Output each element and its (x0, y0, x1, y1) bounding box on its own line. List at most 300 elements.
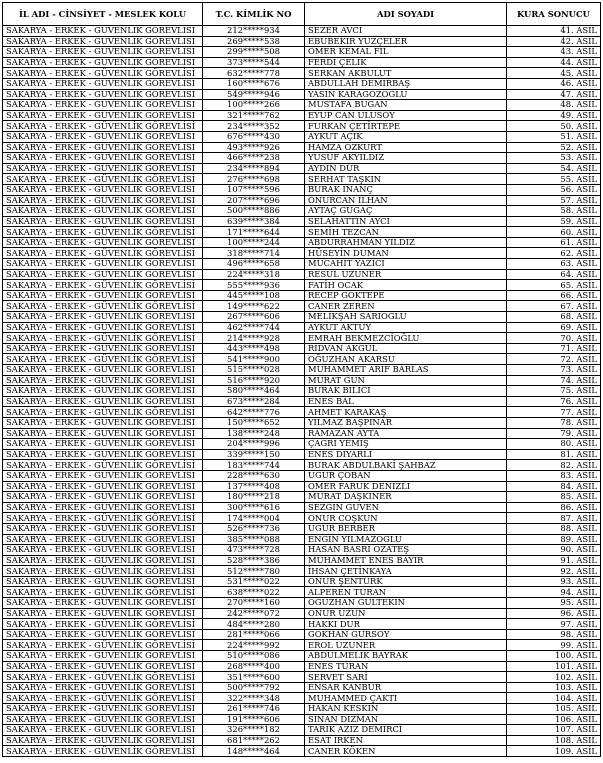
cell-bolge: SAKARYA - ERKEK - GÜVENLİK GÖREVLİSİ (3, 343, 203, 354)
table-row (3, 269, 601, 280)
table-row (3, 312, 601, 323)
table-row (3, 481, 601, 492)
cell-tc-kimlik: 242*****072 (203, 608, 305, 619)
cell-tc-kimlik: 228*****630 (203, 470, 305, 481)
cell-kura-sonucu: 53. ASİL (507, 153, 601, 164)
cell-bolge: SAKARYA - ERKEK - GÜVENLİK GÖREVLİSİ (3, 470, 203, 481)
cell-tc-kimlik: 500*****886 (203, 206, 305, 217)
cell-kura-sonucu: 46. ASİL (507, 78, 601, 89)
cell-kura-sonucu: 60. ASİL (507, 227, 601, 238)
cell-adi-soyadi: ENES TURAN (305, 661, 507, 672)
cell-adi-soyadi: SERVET SARİ (305, 672, 507, 683)
cell-adi-soyadi: SERHAT TAŞKIN (305, 174, 507, 185)
cell-bolge: SAKARYA - ERKEK - GÜVENLİK GÖREVLİSİ (3, 481, 203, 492)
cell-kura-sonucu: 103. ASİL (507, 682, 601, 693)
table-row (3, 89, 601, 100)
cell-kura-sonucu: 90. ASİL (507, 545, 601, 556)
table-row (3, 174, 601, 185)
cell-bolge: SAKARYA - ERKEK - GÜVENLİK GÖREVLİSİ (3, 629, 203, 640)
cell-adi-soyadi: RAMAZAN AYTA (305, 428, 507, 439)
cell-bolge: SAKARYA - ERKEK - GÜVENLİK GÖREVLİSİ (3, 301, 203, 312)
cell-adi-soyadi: FURKAN ÇETİRTEPE (305, 121, 507, 132)
cell-adi-soyadi: SERKAN AKBULUT (305, 68, 507, 79)
table-row (3, 163, 601, 174)
cell-tc-kimlik: 318*****714 (203, 248, 305, 259)
cell-bolge: SAKARYA - ERKEK - GÜVENLİK GÖREVLİSİ (3, 428, 203, 439)
cell-tc-kimlik: 299*****508 (203, 47, 305, 58)
cell-bolge: SAKARYA - ERKEK - GÜVENLİK GÖREVLİSİ (3, 26, 203, 37)
table-row (3, 248, 601, 259)
cell-tc-kimlik: 207*****696 (203, 195, 305, 206)
cell-kura-sonucu: 56. ASİL (507, 184, 601, 195)
cell-adi-soyadi: ENSAR KANBUR (305, 682, 507, 693)
cell-tc-kimlik: 484*****280 (203, 619, 305, 630)
cell-bolge: SAKARYA - ERKEK - GÜVENLİK GÖREVLİSİ (3, 365, 203, 376)
table-row (3, 651, 601, 662)
table-row (3, 259, 601, 270)
cell-tc-kimlik: 261*****746 (203, 704, 305, 715)
cell-kura-sonucu: 94. ASİL (507, 587, 601, 598)
cell-kura-sonucu: 50. ASİL (507, 121, 601, 132)
cell-kura-sonucu: 57. ASİL (507, 195, 601, 206)
cell-kura-sonucu: 79. ASİL (507, 428, 601, 439)
cell-bolge: SAKARYA - ERKEK - GÜVENLİK GÖREVLİSİ (3, 396, 203, 407)
table-body (3, 26, 601, 757)
cell-kura-sonucu: 76. ASİL (507, 396, 601, 407)
cell-adi-soyadi: FATİH OCAK (305, 280, 507, 291)
cell-bolge: SAKARYA - ERKEK - GÜVENLİK GÖREVLİSİ (3, 227, 203, 238)
table-row (3, 619, 601, 630)
cell-adi-soyadi: SELAHATTİN AYCI (305, 216, 507, 227)
cell-bolge: SAKARYA - ERKEK - GÜVENLİK GÖREVLİSİ (3, 142, 203, 153)
table-row (3, 735, 601, 746)
cell-adi-soyadi: ONURCAN İLHAN (305, 195, 507, 206)
cell-kura-sonucu: 71. ASİL (507, 343, 601, 354)
cell-kura-sonucu: 41. ASİL (507, 26, 601, 37)
cell-tc-kimlik: 214*****928 (203, 333, 305, 344)
cell-bolge: SAKARYA - ERKEK - GÜVENLİK GÖREVLİSİ (3, 576, 203, 587)
cell-adi-soyadi: TARIK AZİZ DEMİRCİ (305, 725, 507, 736)
cell-adi-soyadi: ONUR COŞKUN (305, 513, 507, 524)
cell-tc-kimlik: 385*****088 (203, 534, 305, 545)
cell-bolge: SAKARYA - ERKEK - GÜVENLİK GÖREVLİSİ (3, 460, 203, 471)
cell-kura-sonucu: 95. ASİL (507, 598, 601, 609)
cell-tc-kimlik: 473*****728 (203, 545, 305, 556)
table-row (3, 26, 601, 37)
table-row (3, 333, 601, 344)
cell-adi-soyadi: UĞUR BERBER (305, 523, 507, 534)
cell-adi-soyadi: ENES BAL (305, 396, 507, 407)
cell-kura-sonucu: 107. ASİL (507, 725, 601, 736)
header-tc-kimlik: T.C. KİMLİK NO (203, 3, 305, 26)
table-header (3, 3, 601, 26)
cell-adi-soyadi: BURAK ABDULBAKİ ŞAHBAZ (305, 460, 507, 471)
cell-kura-sonucu: 97. ASİL (507, 619, 601, 630)
table-row (3, 322, 601, 333)
cell-bolge: SAKARYA - ERKEK - GÜVENLİK GÖREVLİSİ (3, 110, 203, 121)
cell-tc-kimlik: 270*****160 (203, 598, 305, 609)
cell-adi-soyadi: ABDÜLMELİK BAYRAK (305, 651, 507, 662)
cell-bolge: SAKARYA - ERKEK - GÜVENLİK GÖREVLİSİ (3, 312, 203, 323)
cell-kura-sonucu: 106. ASİL (507, 714, 601, 725)
cell-kura-sonucu: 88. ASİL (507, 523, 601, 534)
table-row (3, 513, 601, 524)
cell-kura-sonucu: 99. ASİL (507, 640, 601, 651)
cell-kura-sonucu: 104. ASİL (507, 693, 601, 704)
cell-tc-kimlik: 183*****744 (203, 460, 305, 471)
cell-bolge: SAKARYA - ERKEK - GÜVENLİK GÖREVLİSİ (3, 502, 203, 513)
cell-kura-sonucu: 109. ASİL (507, 746, 601, 757)
cell-tc-kimlik: 148*****464 (203, 746, 305, 757)
cell-tc-kimlik: 528*****386 (203, 555, 305, 566)
cell-bolge: SAKARYA - ERKEK - GÜVENLİK GÖREVLİSİ (3, 121, 203, 132)
cell-tc-kimlik: 351*****600 (203, 672, 305, 683)
cell-kura-sonucu: 59. ASİL (507, 216, 601, 227)
cell-kura-sonucu: 87. ASİL (507, 513, 601, 524)
table-row (3, 640, 601, 651)
cell-tc-kimlik: 171*****644 (203, 227, 305, 238)
cell-tc-kimlik: 549*****946 (203, 89, 305, 100)
table-row (3, 704, 601, 715)
cell-bolge: SAKARYA - ERKEK - GÜVENLİK GÖREVLİSİ (3, 492, 203, 503)
cell-bolge: SAKARYA - ERKEK - GÜVENLİK GÖREVLİSİ (3, 545, 203, 556)
cell-adi-soyadi: CANER ZEREN (305, 301, 507, 312)
cell-adi-soyadi: OĞUZHAN AKARSU (305, 354, 507, 365)
cell-bolge: SAKARYA - ERKEK - GÜVENLİK GÖREVLİSİ (3, 661, 203, 672)
cell-bolge: SAKARYA - ERKEK - GÜVENLİK GÖREVLİSİ (3, 449, 203, 460)
table-row (3, 290, 601, 301)
cell-adi-soyadi: HASAN BASRİ ÖZATEŞ (305, 545, 507, 556)
cell-bolge: SAKARYA - ERKEK - GÜVENLİK GÖREVLİSİ (3, 248, 203, 259)
cell-kura-sonucu: 67. ASİL (507, 301, 601, 312)
cell-tc-kimlik: 100*****244 (203, 237, 305, 248)
cell-adi-soyadi: ABDURRAHMAN YILDIZ (305, 237, 507, 248)
cell-kura-sonucu: 43. ASİL (507, 47, 601, 58)
cell-tc-kimlik: 191*****606 (203, 714, 305, 725)
cell-tc-kimlik: 276*****698 (203, 174, 305, 185)
table-row (3, 142, 601, 153)
cell-tc-kimlik: 373*****544 (203, 57, 305, 68)
cell-bolge: SAKARYA - ERKEK - GÜVENLİK GÖREVLİSİ (3, 184, 203, 195)
cell-kura-sonucu: 80. ASİL (507, 439, 601, 450)
cell-tc-kimlik: 531*****022 (203, 576, 305, 587)
cell-bolge: SAKARYA - ERKEK - GÜVENLİK GÖREVLİSİ (3, 534, 203, 545)
cell-bolge: SAKARYA - ERKEK - GÜVENLİK GÖREVLİSİ (3, 714, 203, 725)
header-kura-sonucu: KURA SONUCU (507, 3, 601, 26)
cell-bolge: SAKARYA - ERKEK - GÜVENLİK GÖREVLİSİ (3, 163, 203, 174)
cell-tc-kimlik: 107*****596 (203, 184, 305, 195)
cell-bolge: SAKARYA - ERKEK - GÜVENLİK GÖREVLİSİ (3, 269, 203, 280)
cell-bolge: SAKARYA - ERKEK - GÜVENLİK GÖREVLİSİ (3, 417, 203, 428)
cell-adi-soyadi: MÜCAHİT YAZICI (305, 259, 507, 270)
cell-adi-soyadi: SEZER AVCI (305, 26, 507, 37)
cell-bolge: SAKARYA - ERKEK - GÜVENLİK GÖREVLİSİ (3, 640, 203, 651)
cell-kura-sonucu: 86. ASİL (507, 502, 601, 513)
cell-tc-kimlik: 224*****318 (203, 269, 305, 280)
cell-tc-kimlik: 160*****676 (203, 78, 305, 89)
cell-adi-soyadi: GÖKHAN GÜRSOY (305, 629, 507, 640)
cell-tc-kimlik: 100*****266 (203, 100, 305, 111)
table-row (3, 121, 601, 132)
cell-adi-soyadi: ÖMER FARUK DENİZLİ (305, 481, 507, 492)
header-row (3, 3, 601, 26)
cell-kura-sonucu: 61. ASİL (507, 237, 601, 248)
cell-kura-sonucu: 77. ASİL (507, 407, 601, 418)
cell-bolge: SAKARYA - ERKEK - GÜVENLİK GÖREVLİSİ (3, 78, 203, 89)
cell-tc-kimlik: 673*****284 (203, 396, 305, 407)
table-row (3, 375, 601, 386)
cell-kura-sonucu: 74. ASİL (507, 375, 601, 386)
cell-adi-soyadi: YILMAZ BAŞPINAR (305, 417, 507, 428)
cell-bolge: SAKARYA - ERKEK - GÜVENLİK GÖREVLİSİ (3, 555, 203, 566)
cell-bolge: SAKARYA - ERKEK - GÜVENLİK GÖREVLİSİ (3, 704, 203, 715)
cell-tc-kimlik: 300*****616 (203, 502, 305, 513)
table-row (3, 682, 601, 693)
cell-adi-soyadi: ÖMER KEMAL FİL (305, 47, 507, 58)
table-row (3, 227, 601, 238)
cell-adi-soyadi: UĞUR ÇOBAN (305, 470, 507, 481)
header-adi-soyadi: ADI SOYADI (305, 3, 507, 26)
cell-tc-kimlik: 268*****400 (203, 661, 305, 672)
table-row (3, 184, 601, 195)
cell-tc-kimlik: 512*****780 (203, 566, 305, 577)
cell-tc-kimlik: 180*****218 (203, 492, 305, 503)
cell-bolge: SAKARYA - ERKEK - GÜVENLİK GÖREVLİSİ (3, 725, 203, 736)
cell-tc-kimlik: 321*****762 (203, 110, 305, 121)
cell-bolge: SAKARYA - ERKEK - GÜVENLİK GÖREVLİSİ (3, 206, 203, 217)
cell-kura-sonucu: 63. ASİL (507, 259, 601, 270)
table-row (3, 576, 601, 587)
cell-adi-soyadi: AHMET KARAKAŞ (305, 407, 507, 418)
cell-kura-sonucu: 100. ASİL (507, 651, 601, 662)
cell-tc-kimlik: 445*****108 (203, 290, 305, 301)
cell-bolge: SAKARYA - ERKEK - GÜVENLİK GÖREVLİSİ (3, 354, 203, 365)
cell-kura-sonucu: 73. ASİL (507, 365, 601, 376)
cell-bolge: SAKARYA - ERKEK - GÜVENLİK GÖREVLİSİ (3, 513, 203, 524)
cell-kura-sonucu: 45. ASİL (507, 68, 601, 79)
cell-tc-kimlik: 150*****652 (203, 417, 305, 428)
cell-kura-sonucu: 75. ASİL (507, 386, 601, 397)
cell-kura-sonucu: 72. ASİL (507, 354, 601, 365)
cell-tc-kimlik: 281*****066 (203, 629, 305, 640)
cell-adi-soyadi: OĞUZHAN GÜLTEKİN (305, 598, 507, 609)
cell-adi-soyadi: ONUR ŞENTÜRK (305, 576, 507, 587)
cell-adi-soyadi: İHSAN ÇETİNKAYA (305, 566, 507, 577)
cell-bolge: SAKARYA - ERKEK - GÜVENLİK GÖREVLİSİ (3, 216, 203, 227)
cell-tc-kimlik: 541*****900 (203, 354, 305, 365)
cell-kura-sonucu: 55. ASİL (507, 174, 601, 185)
cell-kura-sonucu: 102. ASİL (507, 672, 601, 683)
cell-bolge: SAKARYA - ERKEK - GÜVENLİK GÖREVLİSİ (3, 47, 203, 58)
table-row (3, 598, 601, 609)
cell-kura-sonucu: 92. ASİL (507, 566, 601, 577)
table-row (3, 449, 601, 460)
cell-adi-soyadi: ENES DİYARLI (305, 449, 507, 460)
cell-bolge: SAKARYA - ERKEK - GÜVENLİK GÖREVLİSİ (3, 523, 203, 534)
table-row (3, 714, 601, 725)
cell-adi-soyadi: HAKKI DUR (305, 619, 507, 630)
cell-kura-sonucu: 78. ASİL (507, 417, 601, 428)
table-row (3, 417, 601, 428)
cell-bolge: SAKARYA - ERKEK - GÜVENLİK GÖREVLİSİ (3, 693, 203, 704)
cell-adi-soyadi: ALPEREN TURAN (305, 587, 507, 598)
cell-bolge: SAKARYA - ERKEK - GÜVENLİK GÖREVLİSİ (3, 153, 203, 164)
cell-tc-kimlik: 212*****934 (203, 26, 305, 37)
cell-tc-kimlik: 234*****352 (203, 121, 305, 132)
table-row (3, 280, 601, 291)
cell-adi-soyadi: BURAK İNANÇ (305, 184, 507, 195)
cell-adi-soyadi: ESAT İRKEN (305, 735, 507, 746)
cell-bolge: SAKARYA - ERKEK - GÜVENLİK GÖREVLİSİ (3, 735, 203, 746)
cell-adi-soyadi: EROL UZUNER (305, 640, 507, 651)
cell-kura-sonucu: 93. ASİL (507, 576, 601, 587)
cell-kura-sonucu: 65. ASİL (507, 280, 601, 291)
kura-results-table (2, 2, 601, 757)
cell-kura-sonucu: 83. ASİL (507, 470, 601, 481)
cell-adi-soyadi: YASİN KARAGÖZOĞLU (305, 89, 507, 100)
cell-adi-soyadi: HAKAN KESKİN (305, 704, 507, 715)
table-row (3, 534, 601, 545)
cell-tc-kimlik: 681*****262 (203, 735, 305, 746)
cell-bolge: SAKARYA - ERKEK - GÜVENLİK GÖREVLİSİ (3, 36, 203, 47)
cell-bolge: SAKARYA - ERKEK - GÜVENLİK GÖREVLİSİ (3, 566, 203, 577)
cell-adi-soyadi: MUHAMMED ÇAKTI (305, 693, 507, 704)
cell-adi-soyadi: MURAT GÜN (305, 375, 507, 386)
cell-tc-kimlik: 638*****022 (203, 587, 305, 598)
cell-bolge: SAKARYA - ERKEK - GÜVENLİK GÖREVLİSİ (3, 598, 203, 609)
cell-adi-soyadi: AYKUT AÇIK (305, 131, 507, 142)
cell-tc-kimlik: 500*****792 (203, 682, 305, 693)
cell-adi-soyadi: SEMİH TEZCAN (305, 227, 507, 238)
table-row (3, 153, 601, 164)
cell-kura-sonucu: 96. ASİL (507, 608, 601, 619)
cell-kura-sonucu: 62. ASİL (507, 248, 601, 259)
cell-tc-kimlik: 326*****182 (203, 725, 305, 736)
table-row (3, 492, 601, 503)
cell-kura-sonucu: 64. ASİL (507, 269, 601, 280)
cell-adi-soyadi: MUHAMMET ENES BAYIR (305, 555, 507, 566)
cell-bolge: SAKARYA - ERKEK - GÜVENLİK GÖREVLİSİ (3, 259, 203, 270)
table-row (3, 78, 601, 89)
cell-kura-sonucu: 47. ASİL (507, 89, 601, 100)
cell-adi-soyadi: MUSTAFA BUĞAN (305, 100, 507, 111)
cell-tc-kimlik: 516*****920 (203, 375, 305, 386)
cell-adi-soyadi: ABDULLAH DEMİRBAŞ (305, 78, 507, 89)
table-row (3, 672, 601, 683)
cell-adi-soyadi: EBUBEKİR YÜZÇELER (305, 36, 507, 47)
table-row (3, 47, 601, 58)
table-row (3, 386, 601, 397)
cell-bolge: SAKARYA - ERKEK - GÜVENLİK GÖREVLİSİ (3, 651, 203, 662)
cell-tc-kimlik: 510*****086 (203, 651, 305, 662)
cell-tc-kimlik: 234*****894 (203, 163, 305, 174)
cell-adi-soyadi: HAMZA ÖZKURT (305, 142, 507, 153)
table-row (3, 110, 601, 121)
cell-tc-kimlik: 174*****004 (203, 513, 305, 524)
cell-bolge: SAKARYA - ERKEK - GÜVENLİK GÖREVLİSİ (3, 439, 203, 450)
cell-tc-kimlik: 493*****926 (203, 142, 305, 153)
header-bolge: İL ADI - CİNSİYET - MESLEK KOLU (3, 3, 203, 26)
cell-tc-kimlik: 466*****238 (203, 153, 305, 164)
cell-kura-sonucu: 54. ASİL (507, 163, 601, 174)
cell-bolge: SAKARYA - ERKEK - GÜVENLİK GÖREVLİSİ (3, 57, 203, 68)
cell-kura-sonucu: 101. ASİL (507, 661, 601, 672)
cell-bolge: SAKARYA - ERKEK - GÜVENLİK GÖREVLİSİ (3, 333, 203, 344)
cell-bolge: SAKARYA - ERKEK - GÜVENLİK GÖREVLİSİ (3, 237, 203, 248)
cell-bolge: SAKARYA - ERKEK - GÜVENLİK GÖREVLİSİ (3, 131, 203, 142)
cell-bolge: SAKARYA - ERKEK - GÜVENLİK GÖREVLİSİ (3, 746, 203, 757)
cell-adi-soyadi: EYÜP CAN ULUSOY (305, 110, 507, 121)
cell-kura-sonucu: 44. ASİL (507, 57, 601, 68)
table-row (3, 365, 601, 376)
cell-adi-soyadi: RESUL UZUNER (305, 269, 507, 280)
cell-tc-kimlik: 267*****606 (203, 312, 305, 323)
cell-adi-soyadi: RIDVAN AKGÜL (305, 343, 507, 354)
cell-tc-kimlik: 515*****028 (203, 365, 305, 376)
table-row (3, 502, 601, 513)
cell-tc-kimlik: 224*****992 (203, 640, 305, 651)
table-row (3, 523, 601, 534)
cell-tc-kimlik: 676*****430 (203, 131, 305, 142)
cell-bolge: SAKARYA - ERKEK - GÜVENLİK GÖREVLİSİ (3, 672, 203, 683)
table-row (3, 555, 601, 566)
cell-tc-kimlik: 580*****464 (203, 386, 305, 397)
cell-kura-sonucu: 85. ASİL (507, 492, 601, 503)
cell-bolge: SAKARYA - ERKEK - GÜVENLİK GÖREVLİSİ (3, 195, 203, 206)
table-row (3, 100, 601, 111)
cell-tc-kimlik: 639*****384 (203, 216, 305, 227)
cell-adi-soyadi: MURAT DAŞKINER (305, 492, 507, 503)
table-row (3, 407, 601, 418)
cell-kura-sonucu: 98. ASİL (507, 629, 601, 640)
cell-adi-soyadi: HÜSEYİN DUMAN (305, 248, 507, 259)
cell-tc-kimlik: 138*****248 (203, 428, 305, 439)
cell-kura-sonucu: 89. ASİL (507, 534, 601, 545)
cell-tc-kimlik: 555*****936 (203, 280, 305, 291)
cell-tc-kimlik: 137*****408 (203, 481, 305, 492)
cell-kura-sonucu: 108. ASİL (507, 735, 601, 746)
cell-adi-soyadi: SEZGİN GÜVEN (305, 502, 507, 513)
table-row (3, 661, 601, 672)
cell-tc-kimlik: 269*****538 (203, 36, 305, 47)
cell-bolge: SAKARYA - ERKEK - GÜVENLİK GÖREVLİSİ (3, 407, 203, 418)
table-row (3, 206, 601, 217)
cell-bolge: SAKARYA - ERKEK - GÜVENLİK GÖREVLİSİ (3, 290, 203, 301)
cell-kura-sonucu: 81. ASİL (507, 449, 601, 460)
table-row (3, 216, 601, 227)
cell-kura-sonucu: 49. ASİL (507, 110, 601, 121)
cell-kura-sonucu: 91. ASİL (507, 555, 601, 566)
table-row (3, 343, 601, 354)
cell-bolge: SAKARYA - ERKEK - GÜVENLİK GÖREVLİSİ (3, 89, 203, 100)
cell-kura-sonucu: 69. ASİL (507, 322, 601, 333)
cell-kura-sonucu: 48. ASİL (507, 100, 601, 111)
cell-adi-soyadi: MUHAMMET ARİF BARLAS (305, 365, 507, 376)
cell-adi-soyadi: BURAK BİLİCİ (305, 386, 507, 397)
cell-bolge: SAKARYA - ERKEK - GÜVENLİK GÖREVLİSİ (3, 386, 203, 397)
cell-adi-soyadi: MELİKŞAH SARIOĞLU (305, 312, 507, 323)
table-row (3, 693, 601, 704)
table-row (3, 195, 601, 206)
cell-tc-kimlik: 322*****348 (203, 693, 305, 704)
cell-tc-kimlik: 443*****498 (203, 343, 305, 354)
table-row (3, 746, 601, 757)
cell-tc-kimlik: 204*****996 (203, 439, 305, 450)
table-row (3, 460, 601, 471)
cell-kura-sonucu: 105. ASİL (507, 704, 601, 715)
cell-adi-soyadi: AYTAÇ GUGAÇ (305, 206, 507, 217)
table-row (3, 36, 601, 47)
